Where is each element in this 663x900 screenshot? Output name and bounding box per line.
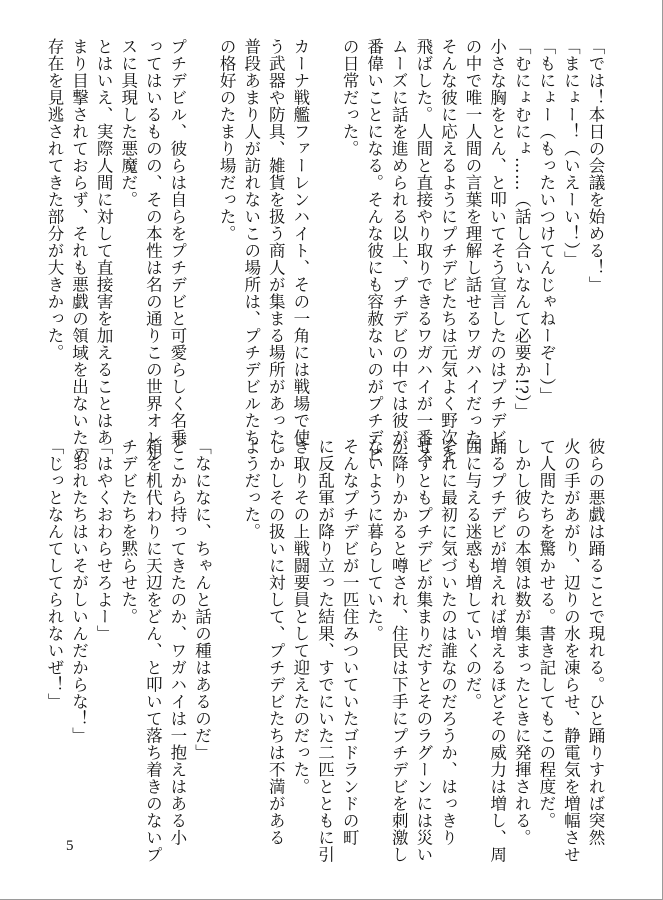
text-line: ムーズに話を進められる以上、プチデビの中では彼が一	[389, 38, 409, 463]
text-line: 「まにょー！（いえーい！）」	[561, 38, 581, 268]
text-line: ないように暮らしていた。	[364, 438, 384, 642]
text-line: 囲に与える迷惑も増していくのだ。	[463, 438, 483, 710]
text-line: せずともプチデビが集まりだすとそのラグーンには災い	[413, 438, 433, 863]
text-line: カーナ戦艦ファーレンハイト、その一角には戦場で使	[290, 38, 310, 446]
text-line: 「むにょむにょ……（話し合いなんて必要か!?）」	[512, 38, 532, 421]
text-line: 飛ばした。人間と直接やり取りできるワガハイが一番ス	[413, 38, 433, 463]
page-number: 5	[66, 838, 74, 854]
text-line: ってはいるものの、その本性は名の通りこの世界オレル	[143, 38, 163, 463]
text-line: 「じっとなんてしてられないぜ！」	[44, 438, 64, 710]
text-line: とはいえ、実際人間に対して直接害を加えることはあ	[94, 38, 114, 446]
text-line: 番偉いことになる。そんな彼にも容赦ないのがプチデビ	[364, 38, 384, 463]
text-block-lower	[44, 438, 607, 863]
text-line: 彼らの悪戯は踊ることで現れる。ひと踊りすれば突然	[586, 438, 605, 846]
text-line: の日常だった。	[340, 38, 360, 157]
text-line: 「では！本日の会議を始める！」	[586, 38, 605, 293]
text-line: に反乱軍が降り立った結果、すでにいた二匹とともに引	[315, 438, 335, 863]
text-line: う武器や防具、雑貨を扱う商人が集まる場所があった。	[266, 38, 286, 463]
text-line: 箱を机代わりに天辺をどん、と叩いて落ち着きのないプ	[143, 438, 163, 863]
text-line: しかし彼らの本領は数が集まったときに発揮される。	[512, 438, 532, 846]
text-line: ようだった。	[241, 438, 261, 540]
text-line: どこから持ってきたのか、ワガハイは一抱えはある小	[167, 438, 187, 846]
text-line: しかしその扱いに対して、プチデビたちは不満がある	[266, 438, 286, 846]
text-line: 「なになに、ちゃんと話の種はあるのだ」	[192, 438, 212, 761]
text-line: 火の手があがり、辺りの水を凍らせ、静電気を増幅させ	[561, 438, 581, 863]
text-line: 「もにょー（もったいつけてんじゃねーぞー）」	[536, 38, 556, 404]
text-line: 普段あまり人が訪れないこの場所は、プチデビルたち	[241, 38, 261, 446]
text-line: の中で唯一人間の言葉を理解し話せるワガハイだった。	[463, 38, 483, 463]
text-line	[214, 438, 239, 843]
text-line: そんな彼に応えるようにプチデビたちは元気よく野次を	[438, 38, 458, 463]
text-block-upper	[44, 38, 607, 463]
text-line	[189, 38, 214, 420]
text-line: て人間たちを驚かせる。書き記してもこの程度だ。	[536, 438, 556, 829]
text-line: まり目撃されておらず、それも悪戯の領域を出ないため	[69, 38, 89, 463]
text-line: の格好のたまり場だった。	[217, 38, 237, 242]
text-line: スに具現した悪魔だ。	[118, 38, 138, 208]
text-line: そんなプチデビが一匹住みついていたゴドランドの町	[340, 438, 360, 846]
text-line: それに最初に気づいたのは誰なのだろうか、はっきり	[438, 438, 458, 846]
text-line: 存在を見逃されてきた部分が大きかった。	[44, 38, 64, 361]
text-line: き取りその上戦闘要員として迎えたのだった。	[290, 438, 310, 795]
text-line: 「はやくおわらせろよー」	[94, 438, 114, 642]
text-line: 踊るプチデビが増えれば増えるほどその威力は増し、周	[487, 438, 507, 863]
text-line	[312, 38, 337, 420]
text-line: 小さな胸をとん、と叩いてそう宣言したのはプチデビ	[487, 38, 507, 446]
text-line: チデビたちを黙らせた。	[118, 438, 138, 625]
text-line: プチデビル、彼らは自らをプチデビと可愛らしく名乗	[167, 38, 187, 446]
text-line: 「おれたちはいそがしいんだからな！」	[69, 438, 89, 744]
text-line: が降りかかると噂され、住民は下手にプチデビを刺激し	[389, 438, 409, 863]
